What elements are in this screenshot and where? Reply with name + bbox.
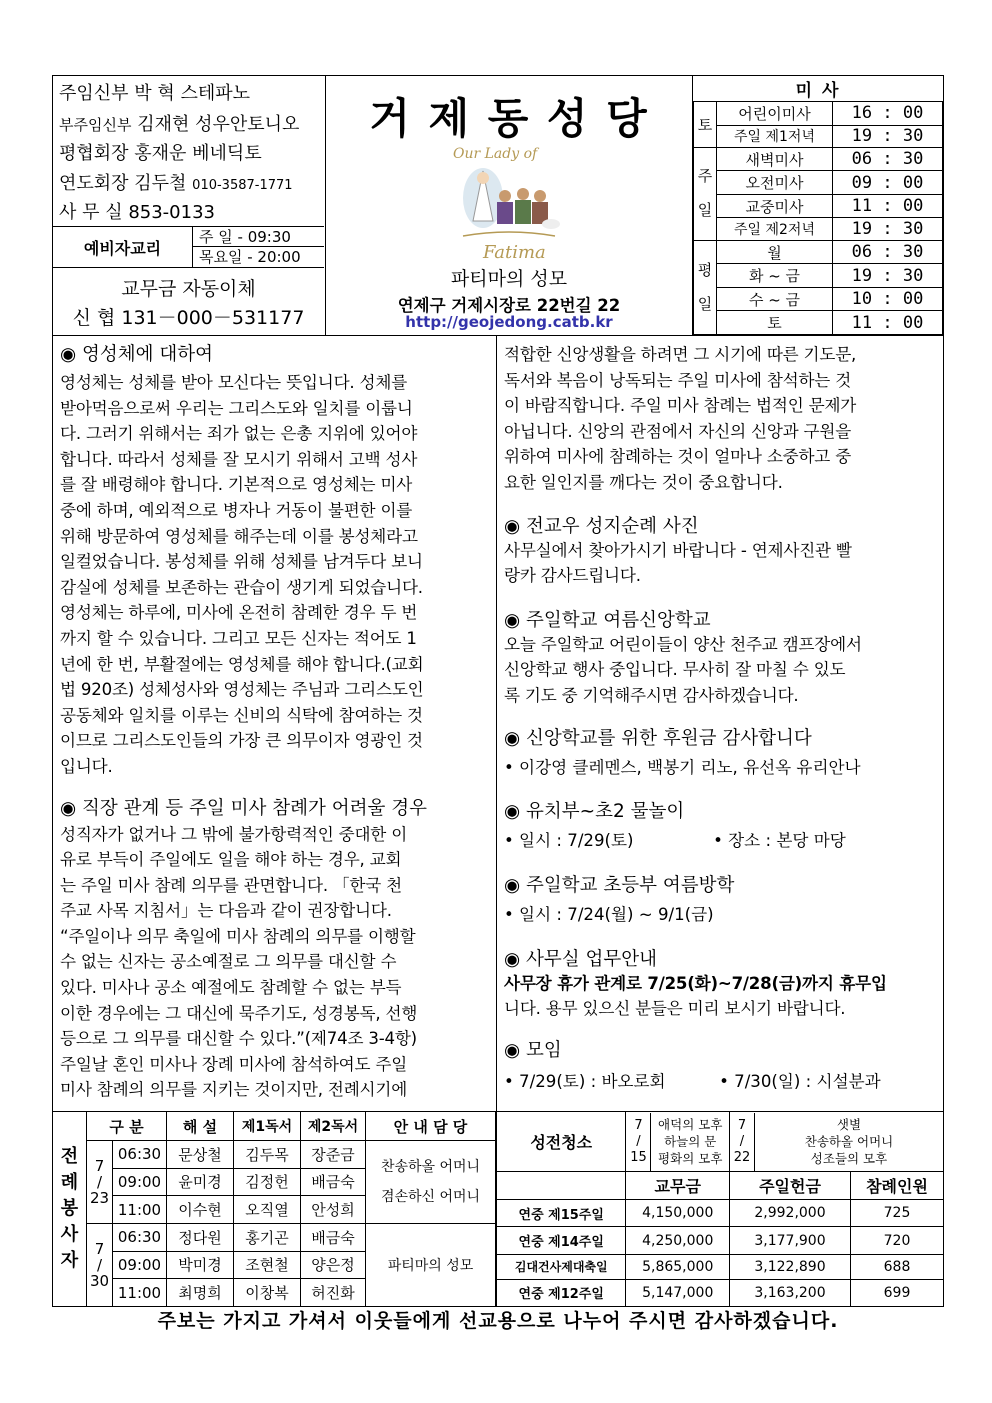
text-line: 이한 경우에는 그 대신에 묵주기도, 성경봉독, 선행 [60, 1003, 418, 1023]
text-line: 공동체와 일치를 이루는 신비의 식탁에 참여하는 것 [60, 705, 423, 725]
text-line: 록 기도 중 기억해주시면 감사하겠습니다. [504, 685, 799, 705]
roster-date: 7 / 30 [87, 1223, 113, 1306]
text-line: 주교 사목 지침서」는 다음과 같이 권장합니다. [60, 901, 392, 921]
section-title: ◉ 모임 [504, 1039, 562, 1061]
finance-fee: 5,865,000 [626, 1254, 730, 1279]
finance-row-label: 연중 제15주일 [497, 1200, 626, 1227]
section-title: ◉ 직장 관계 등 주일 미사 참례가 어려울 경우 [60, 797, 427, 819]
mass-time: 06 : 30 [833, 240, 943, 264]
roster-header: 해 설 [167, 1112, 234, 1141]
finance-fee: 4,250,000 [626, 1227, 730, 1254]
text-line: 유로 부득이 주일에도 일을 해야 하는 경우, 교회 [60, 850, 402, 870]
text-line: 신앙학교 행사 중입니다. 무사히 잘 마칠 수 있도 [504, 660, 846, 680]
roster-cell: 이창복 [234, 1279, 301, 1307]
text-line: 성직자가 없거나 그 밖에 불가항력적인 중대한 이 [60, 824, 408, 844]
roster-time: 09:00 [113, 1251, 167, 1279]
continued-text [504, 342, 938, 496]
mass-day-sun: 주 일 [694, 147, 717, 240]
finance-offering: 3,163,200 [730, 1279, 851, 1306]
finance-attend: 720 [851, 1227, 944, 1254]
text-line: 다. 그러기 위해서는 죄가 없는 은총 지위에 있어야 [60, 424, 418, 444]
text-line: 이 바람직합니다. 주일 미사 참례는 법적인 문제가 [504, 396, 857, 416]
mass-name: 토 [717, 311, 833, 335]
roster-cell: 장준금 [301, 1141, 366, 1169]
finance-fee: 5,147,000 [626, 1279, 730, 1306]
roster-cell: 김두목 [234, 1141, 301, 1169]
roster-time: 11:00 [113, 1196, 167, 1224]
mass-title: 미 사 [694, 76, 943, 102]
mass-name: 교중미사 [717, 194, 833, 218]
finance-fee: 4,150,000 [626, 1200, 730, 1227]
text-line: 입니다. [60, 756, 113, 776]
header-left-box [52, 75, 326, 336]
section-body [504, 632, 938, 709]
finance-offering: 2,992,000 [730, 1200, 851, 1227]
mass-name: 화 ~ 금 [717, 264, 833, 288]
roster-cell: 안성희 [301, 1196, 366, 1224]
senior-line [59, 169, 293, 195]
mass-time: 06 : 30 [833, 147, 943, 171]
fee-account: 신 협 131－000－531177 [72, 307, 305, 329]
mass-time: 11 : 00 [833, 311, 943, 335]
mass-time: 09 : 00 [833, 171, 943, 195]
senior-phone: 010-3587-1771 [192, 178, 293, 193]
text-line: 적합한 신앙생활을 하려면 그 시기에 따른 기도문, [504, 345, 857, 364]
finance-offering: 3,122,890 [730, 1254, 851, 1279]
service-roster [52, 1111, 496, 1307]
finance-header: 교무금 [626, 1172, 730, 1200]
section-body [504, 971, 938, 1022]
finance-header: 참례인원 [851, 1172, 944, 1200]
finance-attend: 699 [851, 1279, 944, 1306]
text-line: 중에 하며, 예외적으로 병자나 거동이 불편한 이를 [60, 500, 413, 520]
roster-cell: 박미경 [167, 1251, 234, 1279]
mass-name: 수 ~ 금 [717, 287, 833, 311]
fee-label: 교무금 자동이체 [121, 278, 256, 300]
text-line: 일컬었습니다. 봉성체를 위해 성체를 남겨두다 보니 [60, 552, 423, 572]
mass-day-sat: 토 [694, 102, 717, 148]
senior-name: 연도회장 김두철 [59, 173, 187, 194]
mass-name: 새벽미사 [717, 147, 833, 171]
mass-time: 10 : 00 [833, 287, 943, 311]
church-url[interactable]: http://geojedong.catb.kr [405, 313, 613, 331]
fatima-logo [443, 136, 575, 266]
roster-header: 안 내 담 당 [366, 1112, 496, 1141]
mass-time: 19 : 30 [833, 264, 943, 288]
text-line: 받아먹음으로써 우리는 그리스도와 일치를 이룹니 [60, 398, 413, 418]
finance-table [496, 1111, 944, 1307]
left-column [60, 340, 490, 1103]
footer-note: 주보는 가지고 가셔서 이웃들에게 선교용으로 나누어 주시면 감사하겠습니다. [157, 1310, 839, 1332]
bullet-item: • 장소 : 본당 마당 [713, 830, 846, 850]
roster-cell: 조현철 [234, 1251, 301, 1279]
mass-schedule [692, 75, 944, 336]
council-line: 평협회장 홍재운 베네딕토 [59, 143, 262, 164]
text-line: 사무실에서 찾아가시기 바랍니다 - 연제사진관 빨 [504, 540, 852, 560]
text-line: 위해 방문하여 영성체를 해주는데 이를 봉성체라고 [60, 526, 418, 546]
cleaning-date: 7 / 15 [626, 1113, 651, 1171]
mass-name: 주일 제1저녁 [717, 125, 833, 147]
bullet-item: • 이강영 클레멘스, 백봉기 리노, 유선옥 유리안나 [504, 757, 861, 777]
roster-guide [366, 1141, 496, 1224]
bullet-row [504, 827, 938, 851]
text-line: 이므로 그리스도인들의 가장 큰 의무이자 영광인 것 [60, 731, 423, 751]
text-line: 는 주일 미사 참례 의무를 관면합니다. 「한국 천 [60, 875, 402, 895]
cleaning-week [626, 1112, 730, 1172]
roster-cell: 최명희 [167, 1279, 234, 1307]
text-line: 사무장 휴가 관계로 7/25(화)~7/28(금)까지 휴무입 [504, 973, 887, 993]
mass-time: 16 : 00 [833, 102, 943, 126]
mass-time: 11 : 00 [833, 194, 943, 218]
mass-time: 19 : 30 [833, 218, 943, 240]
roster-cell: 배금숙 [301, 1223, 366, 1251]
assistant-name: 김재현 성우안토니오 [137, 114, 300, 135]
roster-cell: 홍기곤 [234, 1223, 301, 1251]
office-line: 사 무 실 853-0133 [59, 202, 215, 223]
text-line: 오늘 주일학교 어린이들이 양산 천주교 캠프장에서 [504, 634, 862, 654]
text-line: 감실에 성체를 보존하는 관습이 생기게 되었습니다. [60, 577, 423, 597]
roster-time: 06:30 [113, 1141, 167, 1169]
cleaning-week [730, 1112, 944, 1172]
guide-name: 겸손하신 어머니 [380, 1188, 481, 1205]
logo-top-text: Our Lady of [453, 146, 538, 162]
mass-table [693, 76, 943, 335]
prep-sunday: 주 일 - 09:30 [193, 227, 324, 247]
section-title: ◉ 사무실 업무안내 [504, 948, 658, 970]
text-line: 요한 일인지를 깨다는 것이 중요합니다. [504, 472, 783, 492]
text-line: 미사 참례의 의무를 지키는 것이지만, 전례시기에 [60, 1080, 408, 1100]
text-line: 독서와 복음이 낭독되는 주일 미사에 참석하는 것 [504, 370, 852, 390]
section-title: ◉ 주일학교 초등부 여름방학 [504, 874, 735, 896]
roster-time: 09:00 [113, 1168, 167, 1196]
guide-name: 찬송하올 어머니 [380, 1158, 481, 1175]
roster-cell: 김정헌 [234, 1168, 301, 1196]
section-title: ◉ 영성체에 대하여 [60, 344, 214, 365]
cleaning-date: 7 / 22 [730, 1113, 755, 1171]
roster-cell: 정다원 [167, 1223, 234, 1251]
finance-attend: 725 [851, 1200, 944, 1227]
roster-side-label: 전 례 봉 사 자 [53, 1112, 87, 1307]
roster-cell: 문상철 [167, 1141, 234, 1169]
roster-time: 11:00 [113, 1279, 167, 1307]
church-address: 연제구 거제시장로 22번길 22 [397, 296, 621, 315]
church-subtitle: 파티마의 성모 [450, 268, 568, 290]
column-divider [496, 336, 497, 1111]
section-body [60, 370, 490, 780]
prep-thursday: 목요일 - 20:00 [199, 248, 301, 266]
logo-bottom-text: Fatima [483, 242, 546, 263]
roster-header: 구 분 [87, 1112, 167, 1141]
text-line: 주일날 혼인 미사나 장례 미사에 참석하여도 주일 [60, 1054, 408, 1074]
roster-header: 제2독서 [301, 1112, 366, 1141]
bullet-item: • 7/29(토) : 바오로회 [504, 1071, 666, 1091]
text-line: 합니다. 따라서 성체를 잘 모시기 위해서 고백 성사 [60, 449, 418, 469]
finance-corner [497, 1172, 626, 1200]
text-line: 수 없는 신자는 공소예절로 그 의무를 대신할 수 [60, 952, 397, 972]
roster-cell: 오직열 [234, 1196, 301, 1224]
finance-row-label: 연중 제12주일 [497, 1279, 626, 1306]
mass-name: 어린이미사 [717, 102, 833, 126]
text-line: 영성체는 하루에, 미사에 온전히 참례한 경우 두 번 [60, 603, 418, 623]
bullet-item: • 7/30(일) : 시설분과 [719, 1071, 881, 1091]
roster-cell: 양은정 [301, 1251, 366, 1279]
text-line: 위하여 미사에 참례하는 것이 얼마나 소중하고 중 [504, 447, 852, 467]
header-center [326, 75, 692, 336]
roster-guide [366, 1223, 496, 1306]
church-name: 거 제 동 성 당 [369, 94, 649, 143]
mass-day-weekday: 평 일 [694, 240, 717, 334]
finance-offering: 3,177,900 [730, 1227, 851, 1254]
guide-name: 파티마의 성모 [387, 1257, 474, 1274]
right-column [504, 342, 938, 1092]
roster-cell: 윤미경 [167, 1168, 234, 1196]
finance-row-label: 연중 제14주일 [497, 1227, 626, 1254]
text-line: 있다. 미사나 공소 예절에도 참례할 수 없는 부득 [60, 978, 402, 998]
text-line: 년에 한 번, 부활절에는 영성체를 해야 합니다.(교회 [60, 654, 424, 674]
text-line: 까지 할 수 있습니다. 그리고 모든 신자는 적어도 1 [60, 628, 417, 648]
mass-name: 월 [717, 240, 833, 264]
mass-name: 주일 제2저녁 [717, 218, 833, 240]
section-body [60, 822, 490, 1104]
bullet-item: • 일시 : 7/24(월) ~ 9/1(금) [504, 904, 714, 924]
text-line: 를 잘 배령해야 합니다. 기본적으로 영성체는 미사 [60, 475, 413, 495]
prep-row [53, 226, 324, 268]
roster-cell: 허진화 [301, 1279, 366, 1307]
section-title: ◉ 주일학교 여름신앙학교 [504, 609, 711, 631]
section-title: ◉ 신앙학교를 위한 후원금 감사합니다 [504, 727, 812, 749]
section-title: ◉ 전교우 성지순례 사진 [504, 515, 699, 537]
cleaning-label: 성전청소 [497, 1112, 626, 1172]
roster-header: 제1독서 [234, 1112, 301, 1141]
assistant-role: 부주임신부 [59, 116, 132, 134]
text-line: 아닙니다. 신앙의 관점에서 자신의 신앙과 구원을 [504, 421, 852, 441]
text-line: 니다. 용무 있으신 분들은 미리 보시기 바랍니다. [504, 999, 846, 1019]
text-line: 랑카 감사드립니다. [504, 566, 641, 586]
text-line: 등으로 그 의무를 대신할 수 있다.”(제74조 3-4항) [60, 1029, 417, 1049]
pastor-line: 주임신부 박 혁 스테파노 [59, 83, 251, 104]
finance-attend: 688 [851, 1254, 944, 1279]
roster-cell: 이수현 [167, 1196, 234, 1224]
text-line: 영성체는 성체를 받아 모신다는 뜻입니다. 성체를 [60, 373, 408, 392]
bullet-row [504, 1068, 938, 1092]
cleaning-groups: 애덕의 모후 하늘의 문 평화의 모후 [658, 1117, 723, 1166]
roster-time: 06:30 [113, 1223, 167, 1251]
finance-header: 주일헌금 [730, 1172, 851, 1200]
cleaning-finance [496, 1111, 944, 1307]
bullet-item: • 일시 : 7/29(토) [504, 830, 634, 850]
text-line: “주일이나 의무 축일에 미사 참례의 의무를 이행할 [60, 926, 416, 946]
text-line: 법 920조) 성체성사와 영성체는 주님과 그리스도인 [60, 680, 424, 700]
roster-table [52, 1111, 496, 1307]
mass-time: 19 : 30 [833, 125, 943, 147]
cleaning-groups: 샛별 찬송하올 어머니 성조들의 모후 [804, 1117, 894, 1166]
prep-label: 예비자교리 [53, 227, 193, 267]
assistant-line [59, 110, 299, 136]
roster-date: 7 / 23 [87, 1141, 113, 1224]
section-title: ◉ 유치부~초2 물놀이 [504, 800, 685, 822]
section-body [504, 538, 938, 589]
finance-row-label: 김대건사제대축일 [497, 1254, 626, 1279]
roster-cell: 배금숙 [301, 1168, 366, 1196]
mass-name: 오전미사 [717, 171, 833, 195]
